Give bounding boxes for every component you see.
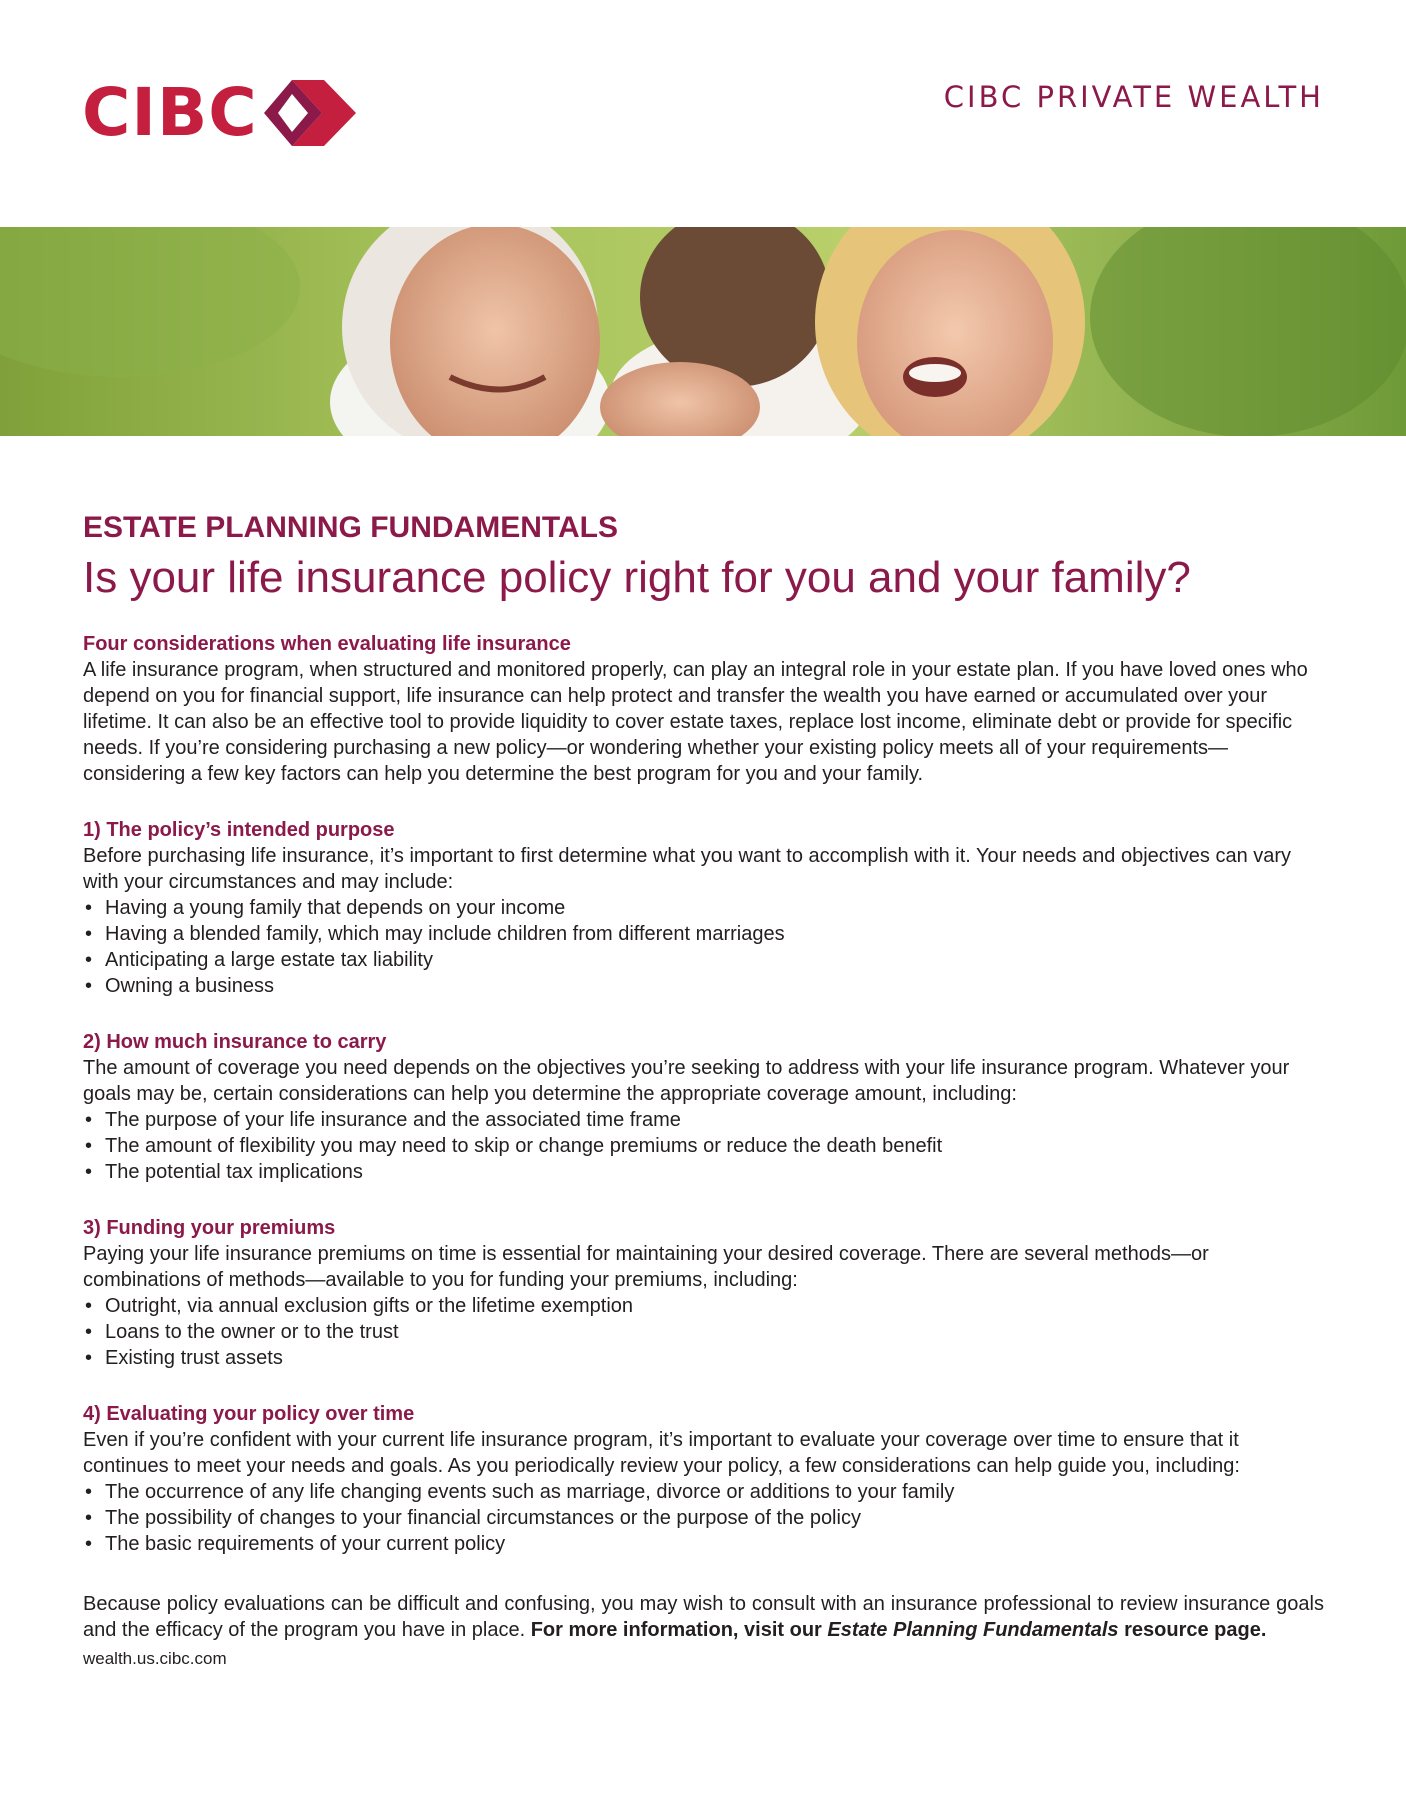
list-item: • The basic requirements of your current policy [83, 1531, 1324, 1557]
section-body: A life insurance program, when structured and monitored properly, can play an integral role in your estate plan. If you have loved ones who depend on you for financial support, life insurance can help protect and transfer the wealth you have earned or accumulated over your lifetime. It can also be an effective tool to provide liquidity to cover estate taxes, replace lost income, eliminate debt or provide for specific needs. If you’re considering purchasing a new policy—or wondering whether your existing policy meets all of your requirements—considering a few key factors can help you determine the best program for you and your family. [83, 658, 1308, 785]
list-item: • Having a young family that depends on your income [83, 895, 1324, 921]
bullet-list [83, 1293, 1324, 1371]
section-policy-purpose [83, 817, 1324, 999]
hero-family-photo [0, 227, 1406, 436]
logo-wordmark: CIBC [82, 74, 258, 151]
footer-website[interactable]: wealth.us.cibc.com [83, 1648, 227, 1668]
list-item: • The potential tax implications [83, 1159, 1324, 1185]
section-insurance-amount [83, 1029, 1324, 1185]
page-title: Is your life insurance policy right for you and your family? [83, 553, 1191, 602]
bullet-list [83, 895, 1324, 999]
closing-text: Because policy evaluations can be difficult and confusing, you may wish to consult with an insurance professional to review insurance goals and the efficacy of the program you have in place. [83, 1592, 1324, 1641]
list-item: • Existing trust assets [83, 1345, 1324, 1371]
list-item: • Having a blended family, which may include children from different marriages [83, 921, 1324, 947]
bullet-list [83, 1479, 1324, 1557]
kicker-heading: ESTATE PLANNING FUNDAMENTALS [83, 511, 618, 544]
list-item: • Outright, via annual exclusion gifts or the lifetime exemption [83, 1293, 1324, 1319]
closing-bold-suffix: resource page. [1118, 1618, 1267, 1641]
list-item: • Loans to the owner or to the trust [83, 1319, 1324, 1345]
list-item: • Owning a business [83, 973, 1324, 999]
list-item: • The purpose of your life insurance and the associated time frame [83, 1107, 1324, 1133]
closing-bold-prefix: For more information, visit our [530, 1618, 828, 1641]
section-title: 2) How much insurance to carry [83, 1030, 387, 1053]
section-title: 3) Funding your premiums [83, 1216, 336, 1239]
closing-paragraph [83, 1591, 1324, 1643]
document-body [83, 510, 1324, 1669]
section-body: The amount of coverage you need depends on the objectives you’re seeking to address with your life insurance program. Whatever your goals may be, certain considerations can help you determine the appropriate coverage amount, including: [83, 1056, 1290, 1105]
section-title: Four considerations when evaluating life insurance [83, 632, 571, 655]
section-intro [83, 631, 1324, 787]
list-item: • The possibility of changes to your financial circumstances or the purpose of the policy [83, 1505, 1324, 1531]
list-item: • The amount of flexibility you may need to skip or change premiums or reduce the death benefit [83, 1133, 1324, 1159]
section-evaluating-policy [83, 1401, 1324, 1557]
section-body: Before purchasing life insurance, it’s important to first determine what you want to accomplish with it. Your needs and objectives can vary with your circumstances and may include: [83, 844, 1292, 893]
list-item: • The occurrence of any life changing events such as marriage, divorce or additions to your family [83, 1479, 1324, 1505]
list-item: • Anticipating a large estate tax liability [83, 947, 1324, 973]
section-funding-premiums [83, 1215, 1324, 1371]
section-title: 4) Evaluating your policy over time [83, 1402, 415, 1425]
bullet-list [83, 1107, 1324, 1185]
resource-page-link[interactable]: Estate Planning Fundamentals [827, 1618, 1119, 1641]
section-title: 1) The policy’s intended purpose [83, 818, 395, 841]
section-body: Paying your life insurance premiums on time is essential for maintaining your desired coverage. There are several methods—or combinations of methods—available to you for funding your premiums, including: [83, 1242, 1209, 1291]
cibc-logo [82, 74, 356, 151]
section-body: Even if you’re confident with your current life insurance program, it’s important to evaluate your coverage over time to ensure that it continues to meet your needs and goals. As you periodically review your policy, a few considerations can help guide you, including: [83, 1428, 1240, 1477]
brand-private-wealth: CIBC PRIVATE WEALTH [943, 80, 1324, 114]
cibc-chevron-logo-icon [264, 80, 356, 146]
